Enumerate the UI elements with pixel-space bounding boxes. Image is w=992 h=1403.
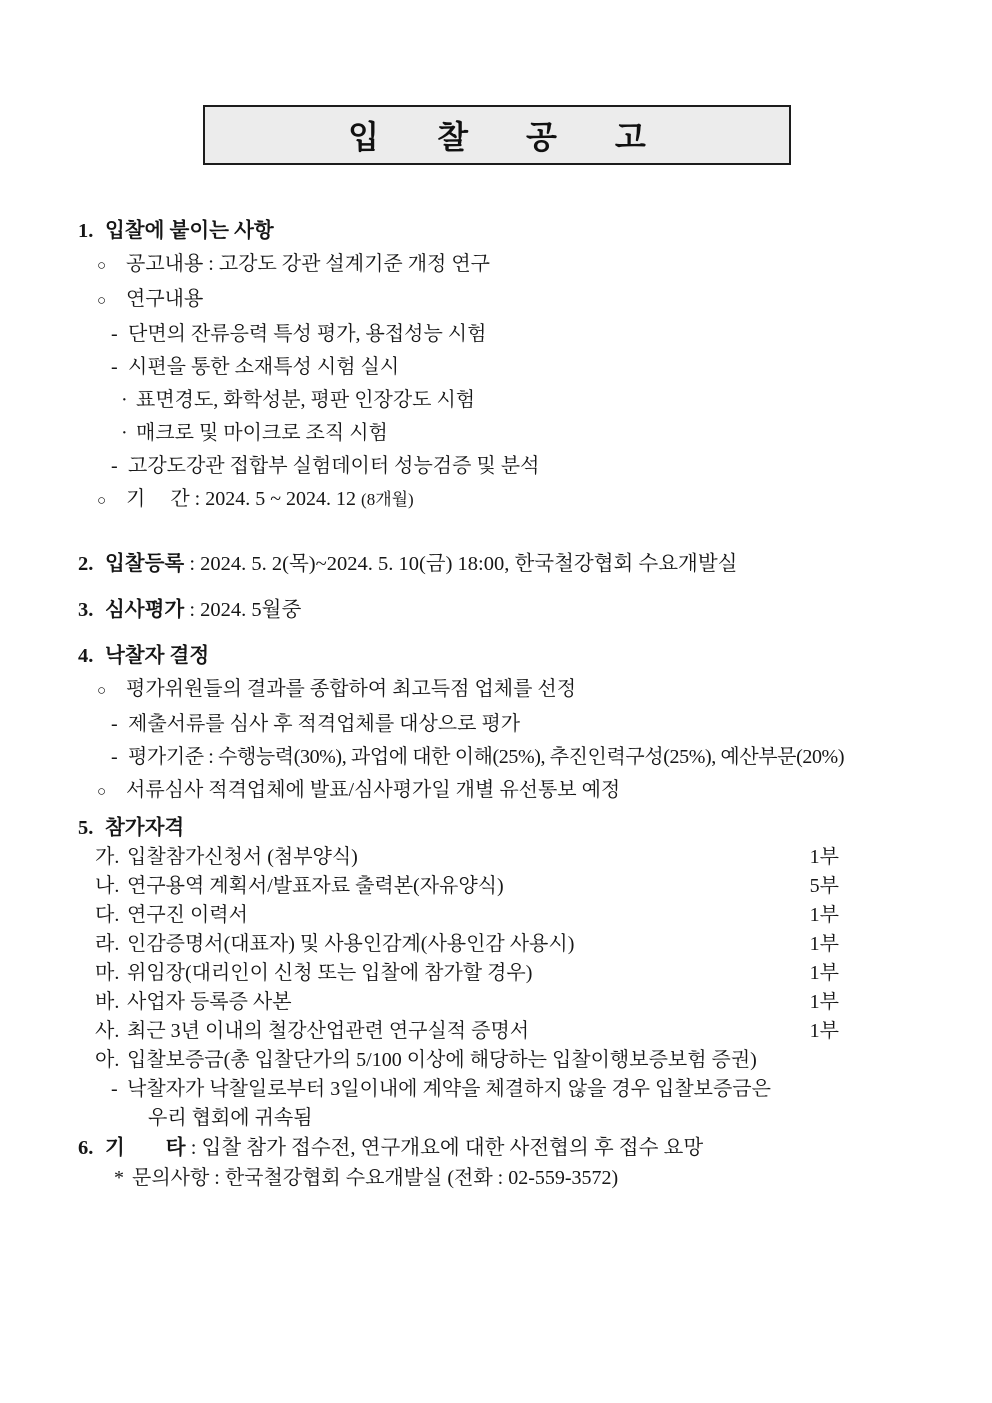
circle-bullet-icon: ○ bbox=[97, 258, 107, 274]
deposit-note-continued bbox=[78, 1104, 934, 1133]
sub-item bbox=[78, 351, 934, 384]
list-item bbox=[78, 248, 934, 283]
document-body bbox=[78, 215, 934, 1193]
row-label: 사. bbox=[95, 1020, 120, 1042]
dash-bullet-icon: - bbox=[111, 323, 118, 345]
section-title: 기 타 bbox=[105, 1137, 186, 1159]
copies-count: 1부 bbox=[809, 962, 839, 984]
item-text: 표면경도, 화학성분, 평판 인장강도 시험 bbox=[136, 389, 476, 411]
item-text: 기 간 : 2024. 5 ~ 2024. 12 bbox=[126, 488, 362, 510]
circle-bullet-icon: ○ bbox=[97, 293, 107, 309]
sub-item bbox=[78, 450, 934, 483]
doc-row bbox=[78, 1046, 934, 1075]
item-text: 평가기준 : 수행능력(30%), 과업에 대한 이해(25%), 추진인력구성(25%), 예산부문(20%) bbox=[128, 746, 845, 768]
item-text: 평가위원들의 결과를 종합하여 최고득점 업체를 선정 bbox=[126, 678, 577, 700]
item-text: 공고내용 : 고강도 강관 설계기준 개정 연구 bbox=[126, 253, 490, 275]
section-title: 낙찰자 결정 bbox=[105, 645, 210, 667]
dash-bullet-icon: - bbox=[111, 746, 118, 768]
dot-bullet-icon: · bbox=[121, 389, 128, 411]
sub-sub-item bbox=[78, 417, 934, 450]
list-item bbox=[78, 774, 934, 809]
asterisk-icon: * bbox=[114, 1167, 124, 1189]
sub-sub-item bbox=[78, 384, 934, 417]
doc-name: 입찰참가신청서 (첨부양식) bbox=[127, 846, 358, 868]
row-label: 바. bbox=[95, 991, 120, 1013]
item-text: 단면의 잔류응력 특성 평가, 용접성능 시험 bbox=[128, 323, 487, 345]
doc-name: 입찰보증금(총 입찰단가의 5/100 이상에 해당하는 입찰이행보증보험 증권) bbox=[127, 1049, 757, 1071]
copies-count: 1부 bbox=[809, 904, 839, 926]
copies-count: 1부 bbox=[809, 846, 839, 868]
item-text: 제출서류를 심사 후 적격업체를 대상으로 평가 bbox=[128, 713, 521, 735]
copies-count: 5부 bbox=[809, 875, 839, 897]
copies-count: 1부 bbox=[809, 933, 839, 955]
note-text: 낙찰자가 낙찰일로부터 3일이내에 계약을 체결하지 않을 경우 입찰보증금은 bbox=[127, 1078, 771, 1100]
section-number: 5. bbox=[78, 817, 94, 839]
doc-name: 연구용역 계획서/발표자료 출력본(자유양식) bbox=[127, 875, 504, 897]
list-item bbox=[78, 483, 934, 518]
section-title: 입찰에 붙이는 사항 bbox=[105, 220, 274, 242]
section-number: 1. bbox=[78, 220, 94, 242]
doc-name: 사업자 등록증 사본 bbox=[127, 991, 292, 1013]
section-title: 입찰등록 bbox=[105, 553, 185, 575]
circle-bullet-icon: ○ bbox=[97, 683, 107, 699]
dot-bullet-icon: · bbox=[121, 422, 128, 444]
doc-row bbox=[78, 843, 839, 872]
row-label: 라. bbox=[95, 933, 120, 955]
list-item bbox=[78, 283, 934, 318]
doc-name: 최근 3년 이내의 철강산업관련 연구실적 증명서 bbox=[127, 1020, 530, 1042]
sub-item bbox=[78, 708, 934, 741]
copies-count: 1부 bbox=[809, 1020, 839, 1042]
row-label: 아. bbox=[95, 1049, 120, 1071]
duration-note: (8개월) bbox=[361, 490, 414, 509]
list-item bbox=[78, 673, 934, 708]
note-text: 우리 협회에 귀속됨 bbox=[148, 1107, 313, 1129]
section-6-heading bbox=[78, 1133, 934, 1163]
doc-name: 인감증명서(대표자) 및 사용인감계(사용인감 사용시) bbox=[127, 933, 575, 955]
row-label: 나. bbox=[95, 875, 120, 897]
item-text: 시편을 통한 소재특성 시험 실시 bbox=[128, 356, 400, 378]
doc-row bbox=[78, 901, 839, 930]
item-text: 고강도강관 접합부 실험데이터 성능검증 및 분석 bbox=[128, 455, 540, 477]
section-number: 4. bbox=[78, 645, 94, 667]
row-label: 다. bbox=[95, 904, 120, 926]
section-2-heading bbox=[78, 548, 934, 581]
section-number: 6. bbox=[78, 1137, 94, 1159]
section-number: 2. bbox=[78, 553, 94, 575]
row-label: 가. bbox=[95, 846, 120, 868]
section-5-heading bbox=[78, 814, 934, 843]
contact-note bbox=[78, 1163, 934, 1193]
dash-bullet-icon: - bbox=[111, 356, 118, 378]
dash-bullet-icon: - bbox=[111, 455, 118, 477]
item-text: 연구내용 bbox=[126, 288, 204, 310]
doc-row bbox=[78, 988, 839, 1017]
circle-bullet-icon: ○ bbox=[97, 784, 107, 800]
section-4-heading bbox=[78, 640, 934, 673]
section-3-heading bbox=[78, 594, 934, 627]
section-number: 3. bbox=[78, 599, 94, 621]
section-title: 참가자격 bbox=[105, 817, 185, 839]
dash-bullet-icon: - bbox=[111, 1078, 118, 1100]
section-1-heading bbox=[78, 215, 934, 248]
contact-text: 문의사항 : 한국철강협회 수요개발실 (전화 : 02-559-3572) bbox=[132, 1167, 619, 1189]
deposit-note bbox=[78, 1075, 934, 1104]
circle-bullet-icon: ○ bbox=[97, 493, 107, 509]
doc-row bbox=[78, 872, 839, 901]
page-title: 입 찰 공 고 bbox=[348, 119, 658, 155]
section-title: 심사평가 bbox=[105, 599, 185, 621]
copies-count: 1부 bbox=[809, 991, 839, 1013]
item-text: 서류심사 적격업체에 발표/심사평가일 개별 유선통보 예정 bbox=[126, 779, 621, 801]
sub-item bbox=[78, 318, 934, 351]
dash-bullet-icon: - bbox=[111, 713, 118, 735]
title-box bbox=[203, 105, 791, 165]
item-text: 매크로 및 마이크로 조직 시험 bbox=[136, 422, 388, 444]
row-label: 마. bbox=[95, 962, 120, 984]
section-value: : 2024. 5. 2(목)~2024. 5. 10(금) 18:00, 한국철강협회 수요개발실 bbox=[184, 553, 738, 575]
doc-name: 연구진 이력서 bbox=[127, 904, 248, 926]
doc-name: 위임장(대리인이 신청 또는 입찰에 참가할 경우) bbox=[127, 962, 533, 984]
doc-row bbox=[78, 930, 839, 959]
section-value: : 2024. 5월중 bbox=[184, 599, 302, 621]
doc-row bbox=[78, 1017, 839, 1046]
section-value: : 입찰 참가 접수전, 연구개요에 대한 사전협의 후 접수 요망 bbox=[185, 1137, 704, 1159]
doc-row bbox=[78, 959, 839, 988]
sub-item bbox=[78, 741, 934, 774]
